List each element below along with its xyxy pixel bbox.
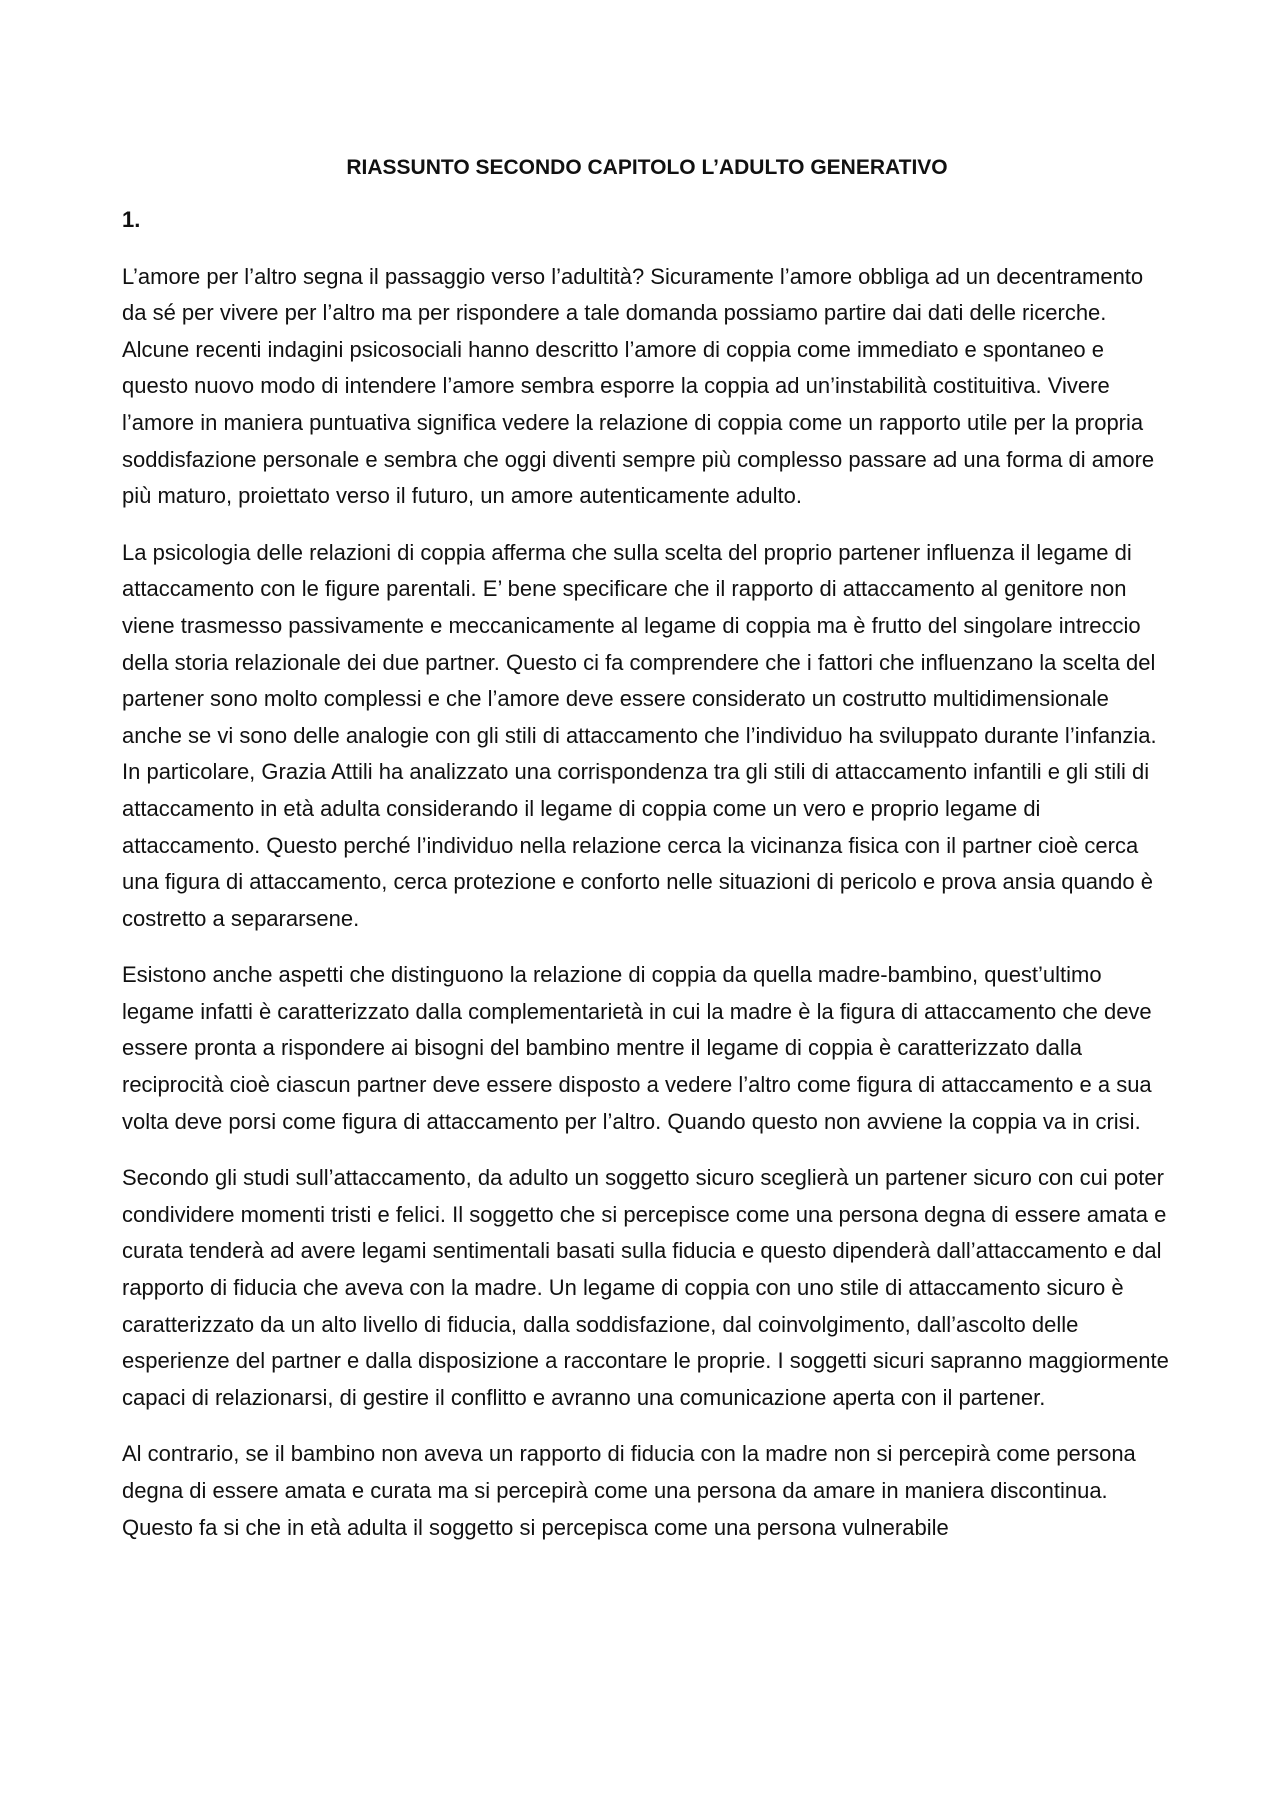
paragraph-3: Esistono anche aspetti che distinguono la relazione di coppia da quella madre-bambino, quest’ultimo legame infatti è caratterizzato dalla complementarietà in cui la madre è la figura di attaccamento che deve essere pronta a rispondere ai bisogni del bambino mentre il legame di coppia è caratterizzato dalla reciprocità cioè ciascun partner deve essere disposto a vedere l’altro come figura di attaccamento e a sua volta deve porsi come figura di attaccamento per l’altro. Quando questo non avviene la coppia va in crisi. bbox=[122, 962, 1152, 1134]
document-body bbox=[122, 150, 1172, 1566]
document-title: RIASSUNTO SECONDO CAPITOLO L’ADULTO GENERATIVO bbox=[346, 156, 948, 179]
paragraph-2: La psicologia delle relazioni di coppia afferma che sulla scelta del proprio partener influenza il legame di attaccamento con le figure parentali. E’ bene specificare che il rapporto di attaccamento al genitore non viene trasmesso passivamente e meccanicamente al legame di coppia ma è frutto del singolare intreccio della storia relazionale dei due partner. Questo ci fa comprendere che i fattori che influenzano la scelta del partener sono molto complessi e che l’amore deve essere considerato un costrutto multidimensionale anche se vi sono delle analogie con gli stili di attaccamento che l’individuo ha sviluppato durante l’infanzia. In particolare, Grazia Attili ha analizzato una corrispondenza tra gli stili di attaccamento infantili e gli stili di attaccamento in età adulta considerando il legame di coppia come un vero e proprio legame di attaccamento. Questo perché l’individuo nella relazione cerca la vicinanza fisica con il partner cioè cerca una figura di attaccamento, cerca protezione e conforto nelle situazioni di pericolo e prova ansia quando è costretto a separarsene. bbox=[122, 539, 1157, 931]
paragraph-4: Secondo gli studi sull’attaccamento, da adulto un soggetto sicuro sceglierà un partener sicuro con cui poter condividere momenti tristi e felici. Il soggetto che si percepisce come una persona degna di essere amata e curata tenderà ad avere legami sentimentali basati sulla fiducia e questo dipenderà dall’attaccamento e dal rapporto di fiducia che aveva con la madre. Un legame di coppia con uno stile di attaccamento sicuro è caratterizzato da un alto livello di fiducia, dalla soddisfazione, dal coinvolgimento, dall’ascolto delle esperienze del partner e dalla disposizione a raccontare le proprie. I soggetti sicuri sapranno maggiormente capaci di relazionarsi, di gestire il conflitto e avranno una comunicazione aperta con il partener. bbox=[122, 1165, 1169, 1410]
paragraph-5: Al contrario, se il bambino non aveva un rapporto di fiducia con la madre non si percepirà come persona degna di essere amata e curata ma si percepirà come una persona da amare in maniera discontinua. Questo fa si che in età adulta il soggetto si percepisca come una persona vulnerabile bbox=[122, 1441, 1136, 1540]
section-number: 1. bbox=[122, 207, 141, 232]
paragraph-1: L’amore per l’altro segna il passaggio verso l’adultità? Sicuramente l’amore obbliga ad un decentramento da sé per vivere per l’altro ma per rispondere a tale domanda possiamo partire dai dati delle ricerche. Alcune recenti indagini psicosociali hanno descritto l’amore di coppia come immediato e spontaneo e questo nuovo modo di intendere l’amore sembra esporre la coppia ad un’instabilità costituitiva. Vivere l’amore in maniera puntuativa significa vedere la relazione di coppia come un rapporto utile per la propria soddisfazione personale e sembra che oggi diventi sempre più complesso passare ad una forma di amore più maturo, proiettato verso il futuro, un amore autenticamente adulto. bbox=[122, 263, 1155, 509]
